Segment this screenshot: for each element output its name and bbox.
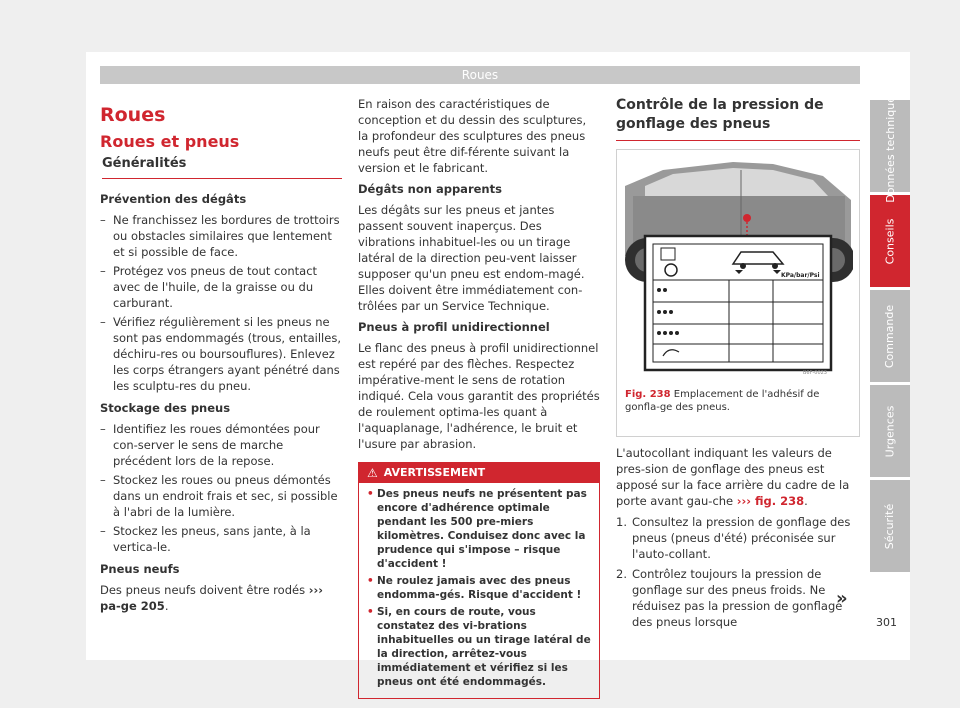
tab-urgences[interactable]	[870, 385, 910, 477]
page-number: 301	[876, 616, 897, 629]
tab-commande[interactable]	[870, 290, 910, 382]
step-text: Consultez la pression de gonflage des pneus (pneus d'été) préconisée sur l'auto-collant.	[632, 515, 851, 561]
tab-label: Urgences	[883, 405, 897, 457]
figure-code: B6F-0023	[802, 370, 827, 376]
tab-securite[interactable]	[870, 480, 910, 572]
step-number: 2.	[616, 567, 627, 581]
warning-item: • Des pneus neufs ne présentent pas encore d'adhérence optimale pendant les 500 pre-miers kilomètres. Conduisez donc avec la prudence qui s'impose – risque d'accident !	[367, 487, 591, 571]
neufs-text: Des pneus neufs doivent être rodés	[100, 583, 306, 597]
profil-heading: Pneus à profil unidirectionnel	[358, 320, 550, 334]
stockage-list	[100, 421, 342, 555]
page-reference-link[interactable]: ››› pa-ge 205	[100, 583, 323, 613]
stockage-heading: Stockage des pneus	[100, 401, 231, 415]
step-item	[616, 514, 860, 562]
figure-caption-text: Emplacement de l'adhésif de gonfla-ge des pneus.	[625, 389, 820, 413]
section-title: Roues et pneus	[100, 132, 240, 151]
subsection-title: Généralités	[102, 156, 342, 179]
neufs-heading: Pneus neufs	[100, 562, 180, 576]
chapter-title: Roues	[100, 104, 166, 126]
neufs-paragraph	[100, 582, 342, 614]
tab-label: Données techniques	[883, 89, 897, 203]
column-2	[358, 96, 600, 699]
sticker-units-label: KPa/bar/Psi	[781, 272, 820, 279]
intro-end: .	[804, 494, 808, 508]
warning-header	[359, 463, 599, 483]
list-item: – Vérifiez régulièrement si les pneus ne sont pas endommagés (trous, entailles, déchiru-res ou boursouflures). Enlevez les corps étrangers ayant pénétré dans les sculptu-res du pneu.	[100, 314, 342, 394]
figure-reference-link[interactable]: ››› fig. 238	[736, 494, 805, 508]
warning-triangle-icon: ⚠	[367, 466, 378, 480]
tab-label: Conseils	[883, 218, 897, 264]
running-header: Roues	[100, 66, 860, 84]
list-item: – Stockez les pneus, sans jante, à la vertica-le.	[100, 523, 342, 555]
warning-item: • Si, en cours de route, vous constatez des vi-brations inhabituelles ou un tirage latéral de la direction, arrêtez-vous immédiatement et vérifiez si les pneus ont été endommagés.	[367, 605, 591, 689]
list-item: – Ne franchissez les bordures de trottoirs ou obstacles similaires que lentement et si possible de face.	[100, 212, 342, 260]
intro-paragraph	[616, 445, 860, 509]
prevention-heading: Prévention des dégâts	[100, 192, 247, 206]
pressure-section-title: Contrôle de la pression de gonflage des pneus	[616, 96, 860, 141]
tab-label: Sécurité	[883, 503, 897, 549]
continue-icon: »	[836, 588, 848, 609]
tire-pressure-sticker-illustration	[623, 156, 853, 378]
steps-list	[616, 514, 860, 630]
column-3	[616, 96, 860, 634]
warning-body	[359, 483, 599, 698]
warning-box	[358, 462, 600, 699]
paragraph-profil: Le flanc des pneus à profil unidirectionnel est repéré par des flèches. Respectez impérative-ment le sens de rotation indiqué. Cela vous garantit des propriétés de roulement optima-les quant à l'aquaplanage, l'adhérence, le bruit et l'usure par abrasion.	[358, 341, 600, 451]
degats-heading: Dégâts non apparents	[358, 182, 502, 196]
paragraph-profondeur: En raison des caractéristiques de conception et du dessin des sculptures, la profondeur des sculptures des pneus neufs peut être dif-férente suivant la version et le fabricant.	[358, 97, 587, 175]
side-tabs	[870, 89, 910, 575]
tab-conseils[interactable]	[870, 195, 910, 287]
figure-caption	[625, 388, 851, 414]
step-number: 1.	[616, 515, 627, 529]
warning-title: AVERTISSEMENT	[383, 466, 486, 479]
column-1	[100, 96, 342, 619]
step-item	[616, 566, 860, 630]
paragraph-degats: Les dégâts sur les pneus et jantes passent souvent inaperçus. Des vibrations inhabituel-les ou un tirage latéral de la direction peu-vent laisser supposer qu'un pneu est endom-magé. Elles doivent être immédiatement con-trôlées par un Service Technique.	[358, 203, 585, 313]
list-item: – Identifiez les roues démontées pour con-server le sens de marche précédent lors de la repose.	[100, 421, 342, 469]
figure-238	[616, 149, 860, 437]
tab-donnees-techniques[interactable]	[870, 89, 910, 203]
prevention-list	[100, 212, 342, 394]
neufs-end: .	[164, 599, 169, 613]
warning-item: • Ne roulez jamais avec des pneus endomma-gés. Risque d'accident !	[367, 574, 591, 602]
list-item: – Stockez les roues ou pneus démontés dans un endroit frais et sec, si possible à l'abri de la lumière.	[100, 472, 342, 520]
list-item: – Protégez vos pneus de tout contact avec de l'huile, de la graisse ou du carburant.	[100, 263, 342, 311]
figure-label: Fig. 238	[625, 389, 671, 400]
step-text: Contrôlez toujours la pression de gonflage sur des pneus froids. Ne réduisez pas la pression de gonflage des pneus lorsque	[632, 567, 843, 629]
tab-label: Commande	[883, 304, 897, 368]
intro-text: L'autocollant indiquant les valeurs de pres-sion de gonflage des pneus est apposé sur la face arrière du cadre de la porte avant gau-che	[616, 446, 850, 508]
